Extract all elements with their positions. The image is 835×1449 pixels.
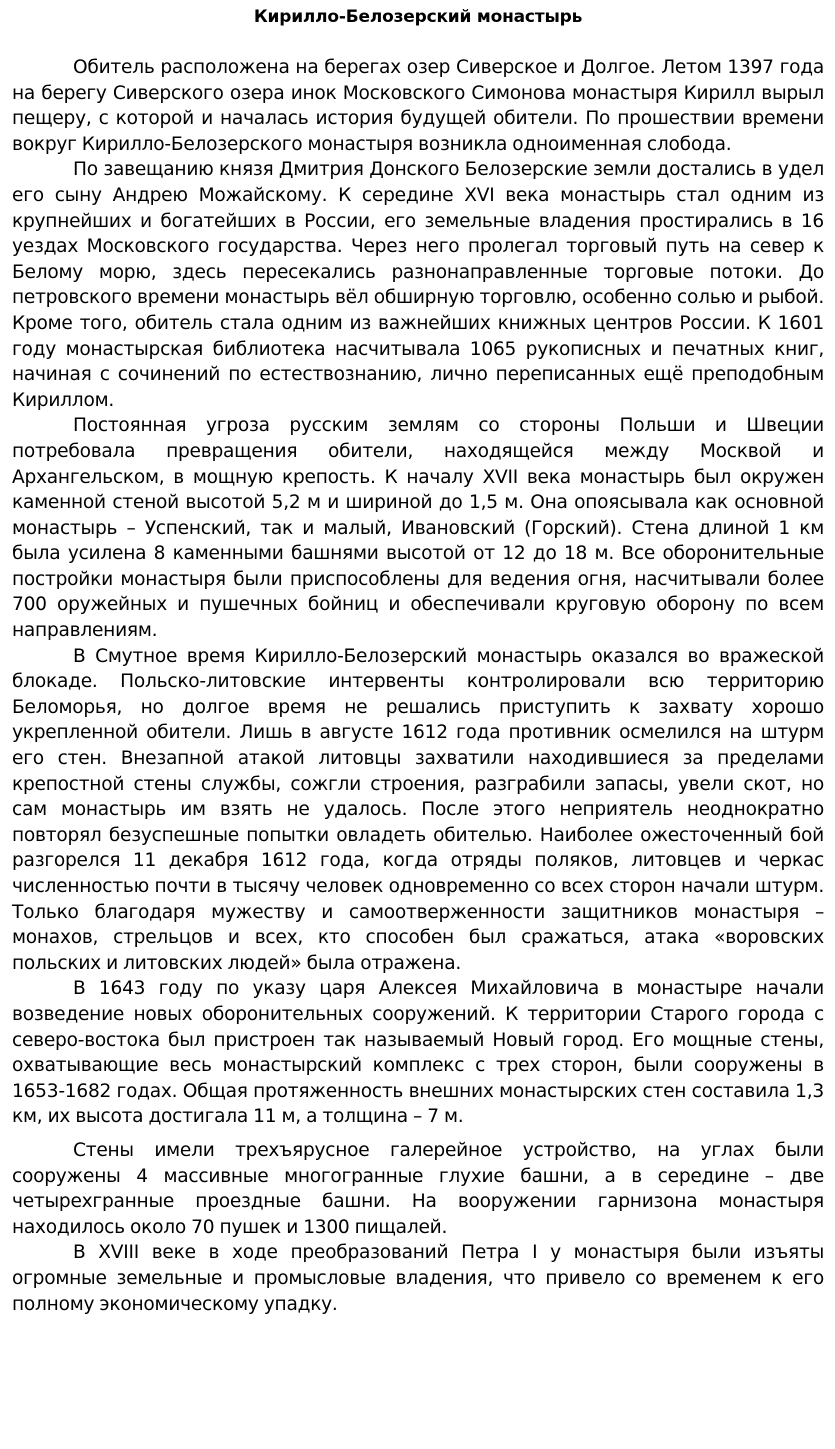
paragraph-fortress: Постоянная угроза русским землям со стороны Польши и Швеции потребовала превращения обители, находящейся между Москвой и Архангельском, в мощную крепость. К началу XVII века монастырь был окружен каменной стеной высотой 5,2 м и шириной до 1,5 м. Она опоясывала как основной монастырь – Успенский, так и малый, Ивановский (Горский). Стена длиной 1 км была усилена 8 каменными башнями высотой от 12 до 18 м. Все оборонительные постройки монастыря были приспособлены для ведения огня, насчитывали более 700 оружейных и пушечных бойниц и обеспечивали круговую оборону по всем направлениям. [12, 415, 824, 642]
paragraph-time-of-troubles: В Смутное время Кирилло-Белозерский монастырь оказался во вражеской блокаде. Польско-литовские интервенты контролировали всю территорию Беломорья, но долгое время не решались приступить к захвату хорошо укрепленной обители. Лишь в августе 1612 года противник осмелился на штурм его стен. Внезапной атакой литовцы захватили находившиеся за пределами крепостной стены службы, сожгли строения, разграбили запасы, увели скот, но сам монастырь им взять не удалось. После этого неприятель неоднократно повторял безуспешные попытки овладеть обителью. Наиболее ожесточенный бой разгорелся 11 декабря 1612 года, когда отряды поляков, литовцев и черкас численностью почти в тысячу человек одновременно со всех сторон начали штурм. Только благодаря мужеству и самоотверженности защитников монастыря – монахов, стрельцов и всех, кто способен был сражаться, атака «воровских польских и литовских людей» была отражена. [12, 645, 824, 974]
paragraph-new-town: В 1643 году по указу царя Алексея Михайловича в монастыре начали возведение новых оборонительных сооружений. К территории Старого города с северо-востока был пристроен так называемый Новый город. Его мощные стены, охватывающие весь монастырский комплекс с трех сторон, были сооружены в 1653-1682 годах. Общая протяженность внешних монастырских стен составила 1,3 км, их высота достигала 11 м, а толщина – 7 м. [12, 978, 824, 1128]
paragraph-xviii-century: В XVIII веке в ходе преобразований Петра I у монастыря были изъяты огромные земельные и промысловые владения, что привело со временем к его полному экономическому упадку. [12, 1242, 824, 1315]
paragraph-xvi-century: По завещанию князя Дмитрия Донского Белозерские земли достались в удел его сыну Андрею Можайскому. К середине XVI века монастырь стал одним из крупнейших и богатейших в России, его земельные владения простирались в 16 уездах Московского государства. Через него пролегал торговый путь на север к Белому морю, здесь пересекались разнонаправленные торговые потоки. До петровского времени монастырь вёл обширную торговлю, особенно солью и рыбой. Кроме того, обитель стала одним из важнейших книжных центров России. К 1601 году монастырская библиотека насчитывала 1065 рукописных и печатных книг, начиная с сочинений по естествознанию, лично переписанных ещё преподобным Кириллом. [12, 159, 824, 411]
paragraph-founding: Обитель расположена на берегах озер Сиверское и Долгое. Летом 1397 года на берегу Сиверского озера инок Московского Симонова монастыря Кирилл вырыл пещеру, с которой и началась история будущей обители. По прошествии времени вокруг Кирилло-Белозерского монастыря возникла одноименная слобода. [12, 57, 824, 155]
document-title: Кирилло-Белозерский монастырь [253, 7, 583, 27]
document-page [12, 4, 824, 1317]
paragraph-walls: Стены имели трехъярусное галерейное устройство, на углах были сооружены 4 массивные многогранные глухие башни, а в середине – две четырехгранные проездные башни. На вооружении гарнизона монастыря находилось около 70 пушек и 1300 пищалей. [12, 1139, 824, 1238]
